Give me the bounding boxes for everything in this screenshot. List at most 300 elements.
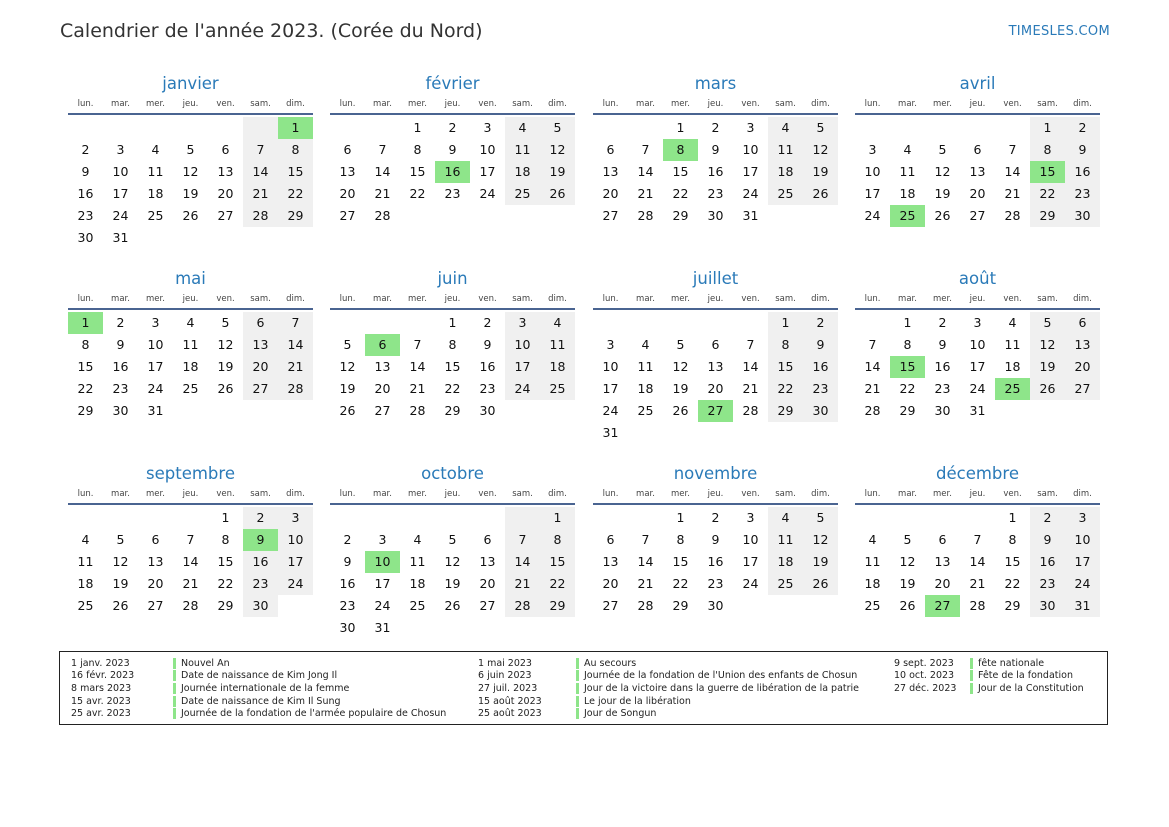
- day-cell: 6: [938, 532, 947, 547]
- day-cell: 15: [217, 554, 234, 569]
- day-cell: 10: [112, 164, 129, 179]
- day-cell: 16: [479, 359, 496, 374]
- day-grid: [330, 312, 575, 422]
- weekday-label: jeu.: [707, 294, 724, 304]
- day-cell: 22: [444, 381, 461, 396]
- empty-cell: [208, 117, 243, 139]
- day-cell: 11: [864, 554, 881, 569]
- day-cell: 25: [768, 573, 803, 595]
- day-cell: 3: [1065, 507, 1100, 529]
- legend-date: 25 avr. 2023: [71, 708, 131, 720]
- day-cell: 27: [374, 403, 391, 418]
- day-cell: 19: [803, 161, 838, 183]
- day-cell: 21: [742, 381, 759, 396]
- month-name: octobre: [421, 464, 484, 483]
- day-cell: 27: [147, 598, 164, 613]
- empty-cell: [698, 312, 733, 334]
- weekday-header: [855, 292, 1100, 306]
- day-cell: 8: [768, 334, 803, 356]
- day-cell: 30: [707, 208, 724, 223]
- day-cell: 23: [707, 576, 724, 591]
- day-cell: 21: [278, 356, 313, 378]
- day-cell: 7: [505, 529, 540, 551]
- empty-cell: [995, 117, 1030, 139]
- day-cell: 3: [746, 120, 755, 135]
- day-cell: 26: [672, 403, 689, 418]
- day-cell: 11: [637, 359, 654, 374]
- empty-cell: [435, 617, 470, 639]
- weekday-label: dim.: [811, 294, 830, 304]
- day-cell: 24: [742, 186, 759, 201]
- month-9: [68, 463, 313, 617]
- day-cell: 23: [444, 186, 461, 201]
- brand-link[interactable]: TIMESLES.COM: [1008, 24, 1110, 39]
- day-cell: 16: [803, 356, 838, 378]
- holiday-marker: [970, 683, 973, 694]
- day-cell: 25: [864, 598, 881, 613]
- day-cell: 11: [768, 529, 803, 551]
- day-cell: 11: [540, 334, 575, 356]
- day-cell: 28: [182, 598, 199, 613]
- day-cell: 26: [182, 208, 199, 223]
- day-cell: 23: [479, 381, 496, 396]
- day-cell: 29: [217, 598, 234, 613]
- holiday-legend: [59, 651, 1108, 725]
- empty-cell: [733, 595, 768, 617]
- day-cell: 17: [742, 164, 759, 179]
- day-grid: [68, 312, 313, 422]
- day-cell: 20: [969, 186, 986, 201]
- weekday-label: jeu.: [444, 99, 461, 109]
- day-cell: 6: [343, 142, 352, 157]
- day-cell: 3: [746, 510, 755, 525]
- holiday-marker: [173, 670, 176, 681]
- weekday-label: ven.: [741, 489, 760, 499]
- weekday-label: dim.: [548, 99, 567, 109]
- day-cell: 24: [864, 208, 881, 223]
- weekday-label: mer.: [146, 489, 165, 499]
- day-cell: 12: [803, 529, 838, 551]
- day-cell: 13: [374, 359, 391, 374]
- day-cell: 5: [186, 142, 195, 157]
- day-cell: 4: [768, 507, 803, 529]
- weekday-label: lun.: [864, 294, 881, 304]
- empty-cell: [173, 117, 208, 139]
- weekday-label: ven.: [478, 489, 497, 499]
- day-cell: 8: [1008, 532, 1017, 547]
- day-cell: 15: [409, 164, 426, 179]
- month-4: [855, 73, 1100, 227]
- day-cell: 25: [637, 403, 654, 418]
- legend-holiday-name: Journée de la fondation de l'Union des enfants de Chosun: [584, 670, 858, 682]
- holiday-marker: [576, 658, 579, 669]
- weekday-label: ven.: [741, 99, 760, 109]
- day-cell: 30: [77, 230, 94, 245]
- day-cell: 20: [147, 576, 164, 591]
- holiday-marker: [576, 683, 579, 694]
- legend-holiday-name: Nouvel An: [181, 657, 230, 669]
- day-cell: 15: [278, 161, 313, 183]
- day-cell: 19: [1030, 356, 1065, 378]
- day-cell: 25: [77, 598, 94, 613]
- legend-entry: [894, 682, 1084, 695]
- day-grid: [855, 117, 1100, 227]
- day-cell: 7: [378, 142, 387, 157]
- day-cell: 11: [1004, 337, 1021, 352]
- weekday-header: [68, 292, 313, 306]
- header-divider: [330, 503, 575, 505]
- header-divider: [855, 503, 1100, 505]
- empty-cell: [855, 312, 890, 334]
- day-cell: 16: [707, 554, 724, 569]
- weekday-label: mer.: [671, 294, 690, 304]
- empty-cell: [995, 400, 1030, 422]
- legend-entry: [71, 670, 446, 683]
- day-cell: 29: [444, 403, 461, 418]
- day-cell: 6: [151, 532, 160, 547]
- day-cell: 19: [112, 576, 129, 591]
- empty-cell: [138, 227, 173, 249]
- day-cell: 22: [768, 378, 803, 400]
- day-cell: 24: [278, 573, 313, 595]
- day-cell: 20: [707, 381, 724, 396]
- weekday-label: mar.: [898, 99, 917, 109]
- weekday-label: mer.: [933, 294, 952, 304]
- weekday-label: jeu.: [707, 99, 724, 109]
- day-cell: 28: [374, 208, 391, 223]
- empty-cell: [365, 312, 400, 334]
- day-cell: 16: [339, 576, 356, 591]
- day-cell: 1: [413, 120, 422, 135]
- weekday-label: sam.: [512, 489, 533, 499]
- holiday-marker: [970, 658, 973, 669]
- day-cell: 10: [742, 532, 759, 547]
- day-grid: [330, 117, 575, 227]
- legend-date: 27 juil. 2023: [478, 682, 538, 694]
- day-cell: 19: [899, 576, 916, 591]
- holiday-day: 8: [663, 139, 698, 161]
- day-cell: 17: [1065, 551, 1100, 573]
- day-cell: 13: [602, 554, 619, 569]
- empty-cell: [593, 312, 628, 334]
- month-name: janvier: [162, 74, 219, 93]
- day-cell: 10: [1065, 529, 1100, 551]
- day-cell: 2: [1065, 117, 1100, 139]
- day-cell: 4: [186, 315, 195, 330]
- day-cell: 10: [505, 334, 540, 356]
- day-cell: 28: [278, 378, 313, 400]
- day-cell: 18: [864, 576, 881, 591]
- weekday-label: lun.: [602, 489, 619, 499]
- empty-cell: [173, 227, 208, 249]
- day-cell: 17: [505, 356, 540, 378]
- day-cell: 12: [899, 554, 916, 569]
- month-name: mai: [175, 269, 206, 288]
- legend-entry: [71, 682, 446, 695]
- day-cell: 6: [973, 142, 982, 157]
- day-grid: [855, 312, 1100, 422]
- empty-cell: [768, 422, 803, 444]
- empty-cell: [925, 507, 960, 529]
- weekday-label: mer.: [146, 294, 165, 304]
- empty-cell: [103, 507, 138, 529]
- legend-date: 9 sept. 2023: [894, 657, 954, 669]
- day-cell: 28: [864, 403, 881, 418]
- day-cell: 10: [864, 164, 881, 179]
- empty-cell: [890, 117, 925, 139]
- day-cell: 20: [374, 381, 391, 396]
- day-cell: 26: [803, 573, 838, 595]
- day-cell: 11: [147, 164, 164, 179]
- day-cell: 30: [339, 620, 356, 635]
- day-cell: 15: [672, 554, 689, 569]
- day-cell: 5: [343, 337, 352, 352]
- header-divider: [68, 308, 313, 310]
- day-cell: 27: [217, 208, 234, 223]
- day-cell: 29: [540, 595, 575, 617]
- legend-date: 1 janv. 2023: [71, 657, 130, 669]
- legend-entry: [71, 695, 446, 708]
- day-cell: 30: [1065, 205, 1100, 227]
- weekday-label: sam.: [775, 99, 796, 109]
- day-cell: 8: [676, 532, 685, 547]
- holiday-marker: [173, 708, 176, 719]
- weekday-label: lun.: [339, 489, 356, 499]
- day-cell: 20: [602, 186, 619, 201]
- day-cell: 16: [934, 359, 951, 374]
- day-cell: 2: [803, 312, 838, 334]
- day-cell: 9: [803, 334, 838, 356]
- weekday-label: mar.: [373, 489, 392, 499]
- day-cell: 11: [505, 139, 540, 161]
- empty-cell: [400, 617, 435, 639]
- legend-entry: [478, 682, 859, 695]
- day-cell: 4: [151, 142, 160, 157]
- day-cell: 21: [1004, 186, 1021, 201]
- holiday-marker: [576, 670, 579, 681]
- empty-cell: [278, 595, 313, 617]
- weekday-label: dim.: [286, 294, 305, 304]
- day-cell: 9: [116, 337, 125, 352]
- day-cell: 2: [483, 315, 492, 330]
- day-cell: 12: [934, 164, 951, 179]
- empty-cell: [365, 117, 400, 139]
- day-cell: 5: [540, 117, 575, 139]
- legend-entry: [478, 695, 859, 708]
- day-cell: 21: [182, 576, 199, 591]
- day-cell: 20: [217, 186, 234, 201]
- day-cell: 26: [899, 598, 916, 613]
- day-cell: 15: [77, 359, 94, 374]
- day-cell: 2: [938, 315, 947, 330]
- day-grid: [593, 117, 838, 227]
- day-cell: 14: [637, 164, 654, 179]
- day-cell: 6: [243, 312, 278, 334]
- weekday-header: [855, 487, 1100, 501]
- legend-date: 27 déc. 2023: [894, 682, 957, 694]
- day-cell: 13: [243, 334, 278, 356]
- legend-holiday-name: Jour de la Constitution: [978, 682, 1084, 694]
- day-grid: [330, 507, 575, 639]
- weekday-label: mar.: [636, 489, 655, 499]
- day-cell: 16: [1030, 551, 1065, 573]
- day-cell: 29: [672, 208, 689, 223]
- day-cell: 9: [1030, 529, 1065, 551]
- day-cell: 9: [448, 142, 457, 157]
- day-cell: 4: [768, 117, 803, 139]
- day-cell: 8: [1030, 139, 1065, 161]
- day-cell: 1: [676, 120, 685, 135]
- day-cell: 28: [1004, 208, 1021, 223]
- empty-cell: [803, 595, 838, 617]
- day-cell: 7: [1008, 142, 1017, 157]
- day-cell: 19: [934, 186, 951, 201]
- day-cell: 5: [448, 532, 457, 547]
- day-cell: 10: [602, 359, 619, 374]
- day-grid: [68, 117, 313, 249]
- day-cell: 1: [903, 315, 912, 330]
- month-name: novembre: [673, 464, 758, 483]
- legend-holiday-name: Date de naissance de Kim Il Sung: [181, 695, 341, 707]
- day-cell: 23: [339, 598, 356, 613]
- day-cell: 23: [1030, 573, 1065, 595]
- legend-entry: [478, 670, 859, 683]
- day-grid: [593, 312, 838, 444]
- empty-cell: [628, 422, 663, 444]
- day-cell: 2: [448, 120, 457, 135]
- legend-date: 10 oct. 2023: [894, 670, 955, 682]
- legend-column: [894, 657, 1084, 695]
- empty-cell: [208, 400, 243, 422]
- day-cell: 29: [77, 403, 94, 418]
- day-cell: 7: [868, 337, 877, 352]
- header-divider: [855, 308, 1100, 310]
- day-grid: [855, 507, 1100, 617]
- weekday-label: lun.: [602, 99, 619, 109]
- day-cell: 29: [278, 205, 313, 227]
- day-cell: 11: [768, 139, 803, 161]
- holiday-marker: [173, 683, 176, 694]
- empty-cell: [505, 617, 540, 639]
- day-cell: 4: [903, 142, 912, 157]
- empty-cell: [243, 400, 278, 422]
- day-cell: 14: [243, 161, 278, 183]
- day-cell: 25: [768, 183, 803, 205]
- day-cell: 7: [641, 532, 650, 547]
- day-cell: 25: [182, 381, 199, 396]
- day-cell: 13: [707, 359, 724, 374]
- empty-cell: [505, 507, 540, 529]
- weekday-label: dim.: [548, 489, 567, 499]
- day-cell: 22: [1004, 576, 1021, 591]
- day-cell: 12: [444, 554, 461, 569]
- empty-cell: [470, 205, 505, 227]
- holiday-day: 15: [1030, 161, 1065, 183]
- day-cell: 18: [540, 356, 575, 378]
- day-cell: 28: [243, 205, 278, 227]
- day-cell: 9: [81, 164, 90, 179]
- day-cell: 13: [147, 554, 164, 569]
- day-cell: 13: [217, 164, 234, 179]
- day-cell: 12: [803, 139, 838, 161]
- day-cell: 12: [217, 337, 234, 352]
- weekday-label: mer.: [408, 99, 427, 109]
- empty-cell: [855, 507, 890, 529]
- holiday-day: 25: [890, 205, 925, 227]
- empty-cell: [138, 117, 173, 139]
- day-cell: 1: [1008, 510, 1017, 525]
- day-cell: 20: [479, 576, 496, 591]
- weekday-header: [68, 97, 313, 111]
- weekday-label: mer.: [933, 489, 952, 499]
- day-cell: 26: [803, 183, 838, 205]
- day-cell: 23: [803, 378, 838, 400]
- holiday-day: 27: [925, 595, 960, 617]
- legend-column: [71, 657, 446, 720]
- day-cell: 19: [672, 381, 689, 396]
- empty-cell: [400, 205, 435, 227]
- day-cell: 27: [602, 598, 619, 613]
- empty-cell: [173, 507, 208, 529]
- weekday-header: [593, 487, 838, 501]
- empty-cell: [628, 507, 663, 529]
- day-cell: 31: [1065, 595, 1100, 617]
- day-cell: 15: [540, 551, 575, 573]
- weekday-label: ven.: [478, 99, 497, 109]
- day-cell: 2: [116, 315, 125, 330]
- day-cell: 29: [768, 400, 803, 422]
- legend-holiday-name: Date de naissance de Kim Jong Il: [181, 670, 338, 682]
- day-cell: 16: [1065, 161, 1100, 183]
- day-cell: 17: [969, 359, 986, 374]
- legend-date: 15 avr. 2023: [71, 695, 131, 707]
- weekday-label: dim.: [811, 489, 830, 499]
- day-cell: 1: [540, 507, 575, 529]
- empty-cell: [768, 205, 803, 227]
- day-grid: [593, 507, 838, 617]
- day-cell: 18: [637, 381, 654, 396]
- day-cell: 1: [1030, 117, 1065, 139]
- day-cell: 3: [505, 312, 540, 334]
- day-cell: 30: [707, 598, 724, 613]
- weekday-label: jeu.: [182, 489, 199, 499]
- holiday-day: 9: [243, 529, 278, 551]
- weekday-label: dim.: [1073, 294, 1092, 304]
- day-cell: 5: [1030, 312, 1065, 334]
- weekday-label: lun.: [339, 294, 356, 304]
- day-cell: 20: [934, 576, 951, 591]
- day-cell: 24: [1065, 573, 1100, 595]
- legend-holiday-name: Jour de la victoire dans la guerre de libération de la patrie: [584, 682, 860, 694]
- day-cell: 8: [278, 139, 313, 161]
- day-cell: 31: [374, 620, 391, 635]
- legend-holiday-name: fête nationale: [978, 657, 1045, 669]
- legend-holiday-name: Journée de la fondation de l'armée populaire de Chosun: [181, 708, 447, 720]
- legend-holiday-name: Jour de Songun: [584, 708, 657, 720]
- day-cell: 9: [483, 337, 492, 352]
- day-cell: 29: [1030, 205, 1065, 227]
- day-cell: 19: [444, 576, 461, 591]
- day-cell: 11: [182, 337, 199, 352]
- empty-cell: [1030, 400, 1065, 422]
- empty-cell: [365, 507, 400, 529]
- day-cell: 18: [1004, 359, 1021, 374]
- day-cell: 18: [899, 186, 916, 201]
- legend-date: 15 août 2023: [478, 695, 542, 707]
- weekday-label: ven.: [1003, 489, 1022, 499]
- weekday-label: mar.: [898, 294, 917, 304]
- day-cell: 17: [278, 551, 313, 573]
